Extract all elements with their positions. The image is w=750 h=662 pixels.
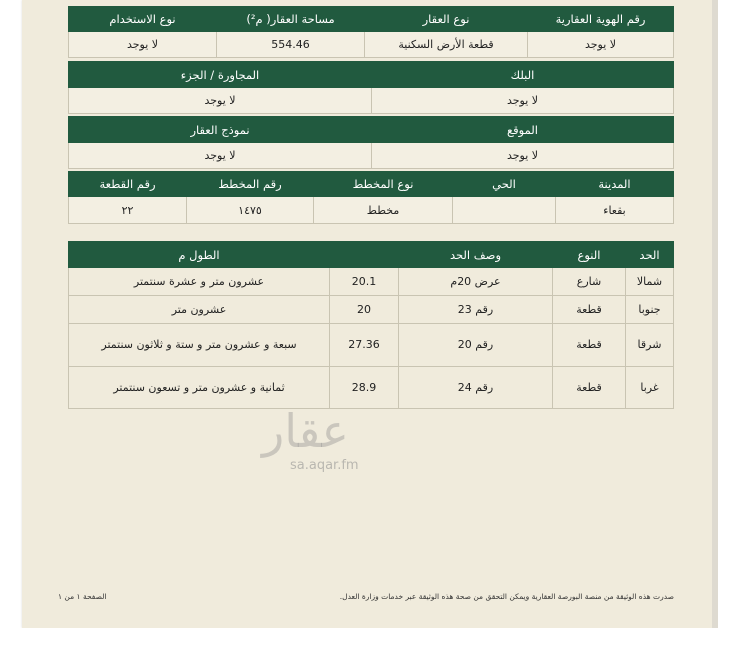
header-district: الحي: [453, 172, 556, 197]
header-boundary-side: الحد: [626, 242, 674, 268]
value-neighborhood-part: لا يوجد: [69, 88, 372, 114]
header-plan-number: رقم المخطط: [187, 172, 314, 197]
boundary-length: 27.36: [330, 324, 399, 367]
value-property-area: 554.46: [217, 32, 365, 58]
boundary-type: قطعة: [553, 296, 626, 324]
boundary-side: غربا: [626, 367, 674, 409]
table-row: [69, 296, 674, 324]
boundary-length-text: عشرون متر و عشرة سنتمتر: [69, 268, 330, 296]
boundary-desc: رقم 23: [399, 296, 553, 324]
value-usage-type: لا يوجد: [69, 32, 217, 58]
value-location: لا يوجد: [372, 143, 674, 169]
bottom-margin: [0, 628, 750, 662]
header-neighborhood-part: المجاورة / الجزء: [69, 62, 372, 88]
value-plot-number: ٢٢: [69, 197, 187, 224]
boundary-length: 28.9: [330, 367, 399, 409]
footer-page-number: الصفحة ١ من ١: [58, 592, 107, 601]
property-table-row3: [68, 116, 674, 169]
boundary-side: شمالا: [626, 268, 674, 296]
boundaries-table: [68, 241, 674, 409]
boundary-desc: رقم 20: [399, 324, 553, 367]
header-location: الموقع: [372, 117, 674, 143]
aqar-watermark-logo: عقار: [262, 404, 349, 458]
value-city: بقعاء: [556, 197, 674, 224]
aqar-watermark-url: sa.aqar.fm: [290, 458, 359, 473]
table-row: [69, 367, 674, 409]
header-city: المدينة: [556, 172, 674, 197]
footer-note: صدرت هذه الوثيقة من منصة البورصة العقارية ويمكن التحقق من صحة هذه الوثيقة عبر خدمات وزارة العدل.: [339, 592, 674, 601]
boundary-type: شارع: [553, 268, 626, 296]
property-table-row1: [68, 6, 674, 58]
header-plot-number: رقم القطعة: [69, 172, 187, 197]
boundary-type: قطعة: [553, 324, 626, 367]
boundary-side: شرقا: [626, 324, 674, 367]
boundary-desc: رقم 24: [399, 367, 553, 409]
header-boundary-desc: وصف الحد: [399, 242, 553, 268]
page-edge: [712, 0, 718, 628]
property-table-row4: [68, 171, 674, 224]
property-table-row2: [68, 61, 674, 114]
value-plan-type: مخطط: [314, 197, 453, 224]
value-plan-number: ١٤٧٥: [187, 197, 314, 224]
boundary-length-text: سبعة و عشرون متر و ستة و ثلاثون سنتمتر: [69, 324, 330, 367]
header-boundary-blank: [330, 242, 399, 268]
value-property-id: لا يوجد: [528, 32, 674, 58]
table-row: [69, 268, 674, 296]
boundary-type: قطعة: [553, 367, 626, 409]
value-block: لا يوجد: [372, 88, 674, 114]
boundary-length: 20: [330, 296, 399, 324]
value-property-model: لا يوجد: [69, 143, 372, 169]
value-property-type: قطعة الأرض السكنية: [365, 32, 528, 58]
header-property-model: نموذج العقار: [69, 117, 372, 143]
header-block: البلك: [372, 62, 674, 88]
header-boundary-type: النوع: [553, 242, 626, 268]
header-usage-type: نوع الاستخدام: [69, 7, 217, 32]
value-district: [453, 197, 556, 224]
table-row: [69, 324, 674, 367]
boundary-length: 20.1: [330, 268, 399, 296]
boundary-length-text: عشرون متر: [69, 296, 330, 324]
boundary-length-text: ثمانية و عشرون متر و تسعون سنتمتر: [69, 367, 330, 409]
header-plan-type: نوع المخطط: [314, 172, 453, 197]
boundary-side: جنوبا: [626, 296, 674, 324]
header-property-area: مساحة العقار( م²): [217, 7, 365, 32]
header-property-type: نوع العقار: [365, 7, 528, 32]
header-property-id: رقم الهوية العقارية: [528, 7, 674, 32]
boundary-desc: عرض 20م: [399, 268, 553, 296]
header-boundary-length: الطول م: [69, 242, 330, 268]
